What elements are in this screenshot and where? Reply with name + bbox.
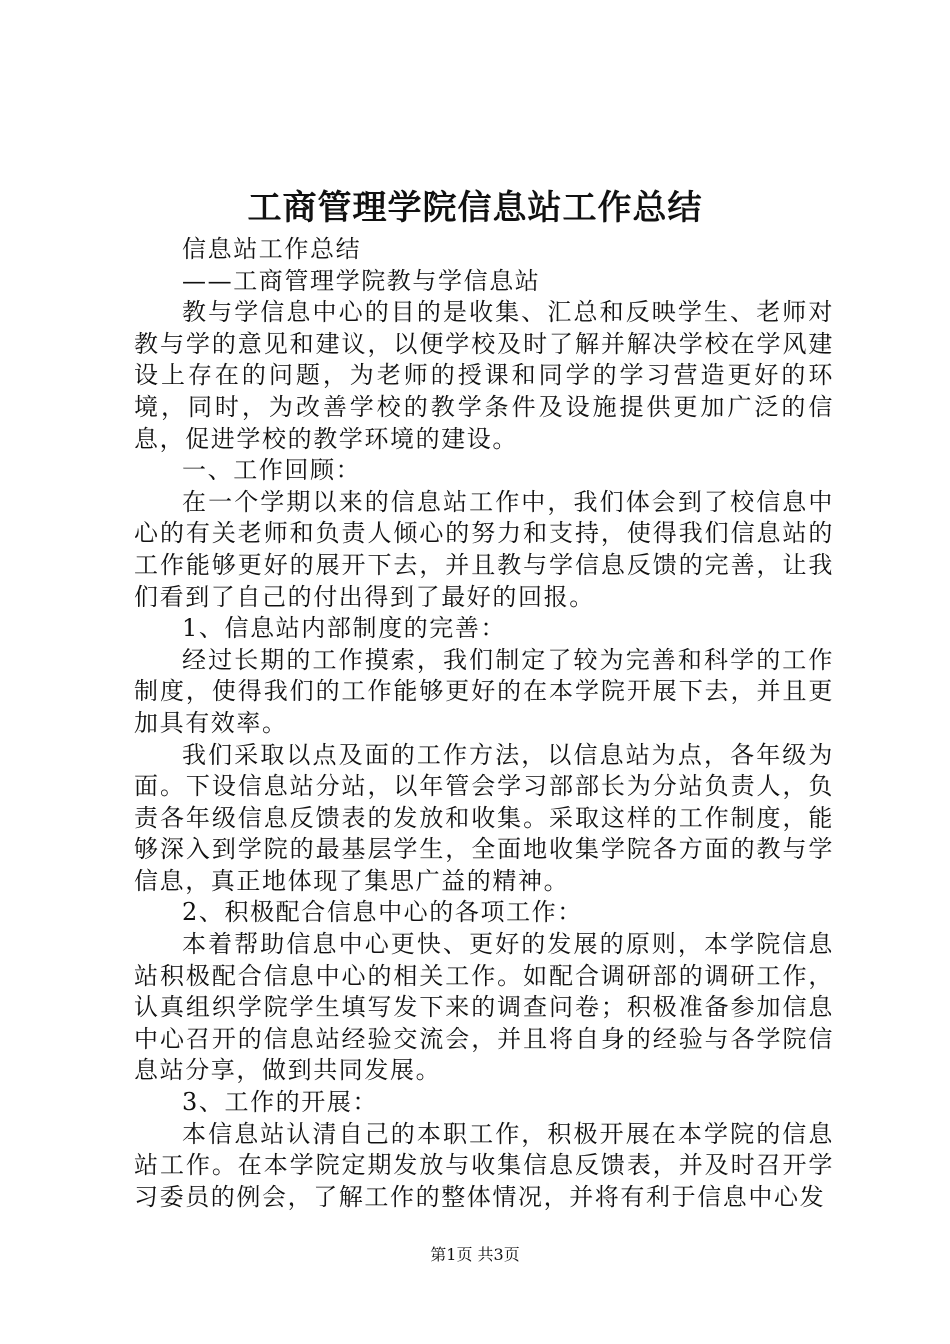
paragraph: 信息站工作总结 [182,235,362,263]
document-title: 工商管理学院信息站工作总结 [247,188,703,228]
paragraph: 我们采取以点及面的工作方法，以信息站为点，各年级为面。下设信息站分站，以年管会学习部部长为分站负责人，负责各年级信息反馈表的发放和收集。采取这样的工作制度，能够深入到学院的最基层学生，全面地收集学院各方面的教与学信息，真正地体现了集思广益的精神。 [134,740,834,895]
subsection-heading: 3、工作的开展： [182,1088,379,1117]
paragraph: 在一个学期以来的信息站工作中，我们体会到了校信息中心的有关老师和负责人倾心的努力和支持，使得我们信息站的工作能够更好的展开下去，并且教与学信息反馈的完善，让我们看到了自己的付出得到了最好的回报。 [134,487,834,611]
subsection-heading: 1、信息站内部制度的完善： [182,614,507,643]
page-number-footer: 第1页 共3页 [430,1245,520,1264]
paragraph: ——工商管理学院教与学信息站 [182,266,541,295]
paragraph: 经过长期的工作摸索，我们制定了较为完善和科学的工作制度，使得我们的工作能够更好的在本学院开展下去，并且更加具有效率。 [134,645,834,737]
subsection-heading: 2、积极配合信息中心的各项工作： [182,898,583,927]
document-body [134,234,834,1213]
paragraph: 本信息站认清自己的本职工作，积极开展在本学院的信息站工作。在本学院定期发放与收集信息反馈表，并及时召开学习委员的例会，了解工作的整体情况，并将有利于信息中心发 [134,1119,834,1211]
paragraph: 教与学信息中心的目的是收集、汇总和反映学生、老师对教与学的意见和建议，以便学校及时了解并解决学校在学风建设上存在的问题，为老师的授课和同学的学习营造更好的环境，同时，为改善学校的教学条件及设施提供更加广泛的信息，促进学校的教学环境的建设。 [134,298,834,453]
section-heading: 一、工作回顾： [182,456,362,485]
paragraph: 本着帮助信息中心更快、更好的发展的原则，本学院信息站积极配合信息中心的相关工作。如配合调研部的调研工作，认真组织学院学生填写发下来的调查问卷；积极准备参加信息中心召开的信息站经验交流会，并且将自身的经验与各学院信息站分享，做到共同发展。 [134,930,834,1085]
